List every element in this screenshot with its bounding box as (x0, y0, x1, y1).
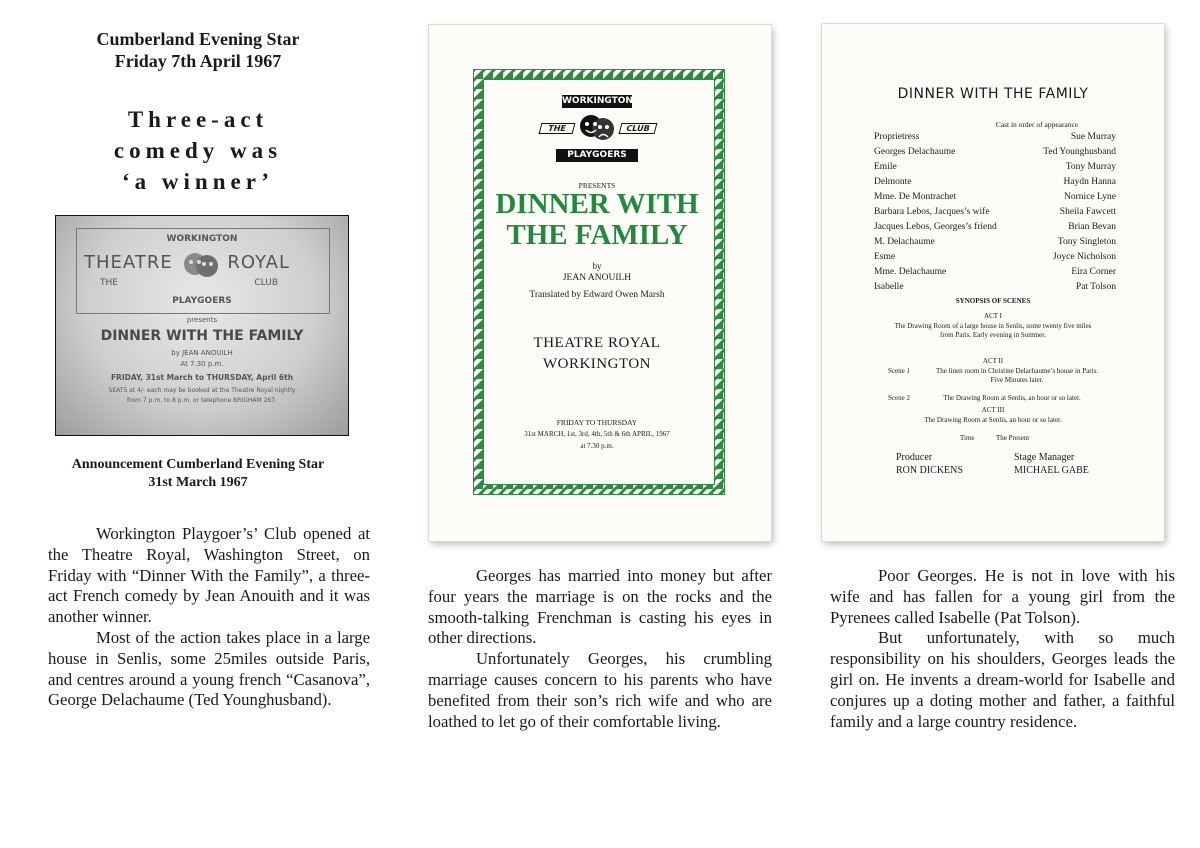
cast-row (874, 131, 1116, 143)
article-paragraph: Unfortunately Georges, his crumbling marriage causes concern to his parents who have benefited from their son’s rich wife and who are loathed to let go of their comfortable living. (428, 649, 772, 731)
clipping-playgoers: PLAYGOERS (172, 296, 232, 306)
caption-line-1: Announcement Cumberland Evening Star (71, 457, 325, 472)
cast-row (874, 176, 1116, 188)
programme-title-line-2: THE FAMILY (506, 219, 688, 251)
clipping-time: At 7.30 p.m. (180, 360, 224, 368)
newspaper-date: Friday 7th April 1967 (114, 51, 282, 71)
cast-row (874, 266, 1116, 278)
cast-row (874, 161, 1116, 173)
venue-line-2: WORKINGTON (542, 356, 652, 372)
programme-author: JEAN ANOUILH (562, 273, 632, 283)
clipping-author: by JEAN ANOUILH (171, 349, 233, 357)
act-3-desc: The Drawing Room at Senlis, an hour or so later. (924, 416, 1062, 424)
logo-playgoers: PLAYGOERS (556, 149, 638, 162)
club-logo (473, 95, 721, 170)
clipping-booking-2: from 7 p.m. to 8 p.m. or telephone BRIGHAM 267. (127, 397, 277, 404)
time-value: The Present (996, 434, 1030, 442)
theatre-masks-icon (578, 109, 616, 147)
scene-2-desc: The Drawing Room at Senlis, an hour or so later. (943, 394, 1081, 402)
venue-line-1: THEATRE ROYAL (533, 335, 661, 351)
cast-role: Georges Delachaume (874, 147, 956, 157)
clipping-the: THE (100, 278, 118, 288)
newspaper-header (48, 28, 348, 72)
cast-role: Delmonte (874, 177, 912, 187)
newspaper-name: Cumberland Evening Star (96, 29, 300, 49)
programme-by: by (592, 261, 602, 271)
cast-actor: Eira Corner (1071, 267, 1116, 277)
act-1-desc-1: The Drawing Room of a large house in Senlis, some twenty five miles (894, 322, 1092, 330)
clipping-theatre-right: ROYAL (227, 252, 290, 273)
headline-line-3: ‘a winner’ (122, 169, 274, 194)
cast-page-title: DINNER WITH THE FAMILY (897, 86, 1089, 102)
dates-line-2: 31st MARCH, 1st, 3rd, 4th, 5th & 6th APRIL, 1967 (524, 430, 670, 438)
act-2-label: ACT II (982, 357, 1004, 365)
article-column-3 (830, 566, 1175, 732)
synopsis-heading: SYNOPSIS OF SCENES (955, 297, 1031, 305)
presents-label: PRESENTS (578, 181, 616, 190)
cast-actor: Sue Murray (1070, 132, 1116, 142)
cast-row (874, 221, 1116, 233)
stage-manager-name: MICHAEL GABE (1014, 465, 1089, 476)
article-paragraph: Poor Georges. He is not in love with his wife and has fallen for a young girl from the Pyrenees called Isabelle (Pat Tolson). (830, 566, 1175, 627)
cast-role: Mme. De Montrachet (874, 192, 957, 202)
cast-role: Emile (874, 162, 897, 172)
dates-line-1: FRIDAY TO THURSDAY (556, 418, 638, 427)
cast-heading: Cast in order of appearance (995, 120, 1079, 129)
cast-role: Mme. Delachaume (874, 267, 947, 277)
announcement-clipping-image (55, 215, 349, 436)
time-label: Time (960, 434, 975, 442)
cast-actor: Pat Tolson (1075, 282, 1116, 292)
clipping-booking-1: SEATS at 4/- each may be booked at the Theatre Royal nightly (108, 387, 296, 394)
cast-row (874, 251, 1116, 263)
cast-actor: Haydn Hanna (1063, 177, 1116, 187)
article-column-2 (428, 566, 772, 732)
article-headline (48, 104, 348, 197)
cast-actor: Sheila Fawcett (1059, 207, 1116, 217)
cast-actor: Tony Murray (1065, 162, 1116, 172)
scene-2-label: Scene 2 (888, 394, 910, 402)
clipping-club-top: WORKINGTON (166, 234, 238, 244)
cast-actor: Joyce Nicholson (1052, 252, 1116, 262)
cast-role: M. Delachaume (874, 237, 935, 247)
clipping-club: CLUB (254, 278, 278, 288)
cast-actor: Nornice Lyne (1064, 192, 1116, 202)
programme-title-line-1: DINNER WITH (495, 188, 699, 220)
scene-1-desc-1: The linen room in Christine Delachaume’s house in Paris. (936, 367, 1098, 375)
cast-actor: Ted Younghusband (1043, 147, 1116, 157)
article-paragraph: Workington Playgoer’s’ Club opened at the Theatre Royal, Washington Street, on Friday with “Dinner With the Family”, a three-act French comedy by Jean Anouith and it was another winner. (48, 524, 370, 627)
caption-line-2: 31st March 1967 (148, 475, 248, 490)
scene-1-label: Scene 1 (888, 367, 910, 375)
article-column-1 (48, 524, 370, 711)
cast-row (874, 281, 1116, 293)
logo-the: THE (539, 123, 576, 134)
article-paragraph: Most of the action takes place in a large house in Senlis, some 25miles outside Paris, and centres around a young french “Casanova”, George Delachaume (Ted Younghusband). (48, 627, 370, 710)
scene-1-desc-2: Five Minutes later. (990, 376, 1044, 384)
theatre-masks-icon (181, 246, 221, 286)
programme-content (473, 71, 721, 493)
act-1-label: ACT I (984, 312, 1002, 320)
clipping-title: DINNER WITH THE FAMILY (100, 328, 304, 344)
programme-translator: Translated by Edward Owen Marsh (529, 290, 665, 300)
cast-row (874, 146, 1116, 158)
clipping-presents: presents (186, 316, 218, 324)
cast-actor: Brian Bevan (1068, 222, 1116, 232)
producer-label: Producer (896, 452, 933, 463)
clipping-dates: FRIDAY, 31st March to THURSDAY, April 6th (110, 373, 294, 382)
cast-row (874, 236, 1116, 248)
producer-name: RON DICKENS (896, 465, 963, 476)
headline-line-2: comedy was (113, 138, 283, 163)
clipping-theatre-left: THEATRE (84, 252, 173, 273)
cast-actor: Tony Singleton (1057, 237, 1116, 247)
programme-cover (429, 25, 771, 541)
article-paragraph: But unfortunately, with so much responsibility on his shoulders, Georges leads the girl on. He invents a dream-world for Isabelle and conjures up a doting mother and father, a faithful family and a large country residence. (830, 628, 1175, 731)
stage-manager-label: Stage Manager (1014, 452, 1075, 463)
cast-role: Jacques Lebos, Georges’s friend (874, 222, 997, 232)
act-3-label: ACT III (981, 406, 1005, 414)
act-1-desc-2: from Paris. Early evening in Summer. (940, 331, 1046, 339)
clipping-caption (48, 456, 348, 492)
logo-workington: WORKINGTON (562, 96, 633, 106)
cast-role: Barbara Lebos, Jacques’s wife (874, 207, 990, 217)
headline-line-1: Three-act (127, 107, 269, 132)
cast-row (874, 191, 1116, 203)
cast-row (874, 206, 1116, 218)
cast-role: Proprietress (874, 132, 920, 142)
article-paragraph: Georges has married into money but after four years the marriage is on the rocks and the smooth-talking Frenchman is casting his eyes in other directions. (428, 566, 772, 648)
logo-club: CLUB (619, 123, 658, 134)
dates-line-3: at 7.30 p.m. (580, 442, 614, 450)
cast-role: Isabelle (874, 282, 904, 292)
programme-cast-page (822, 24, 1164, 541)
cast-role: Esme (874, 252, 896, 262)
